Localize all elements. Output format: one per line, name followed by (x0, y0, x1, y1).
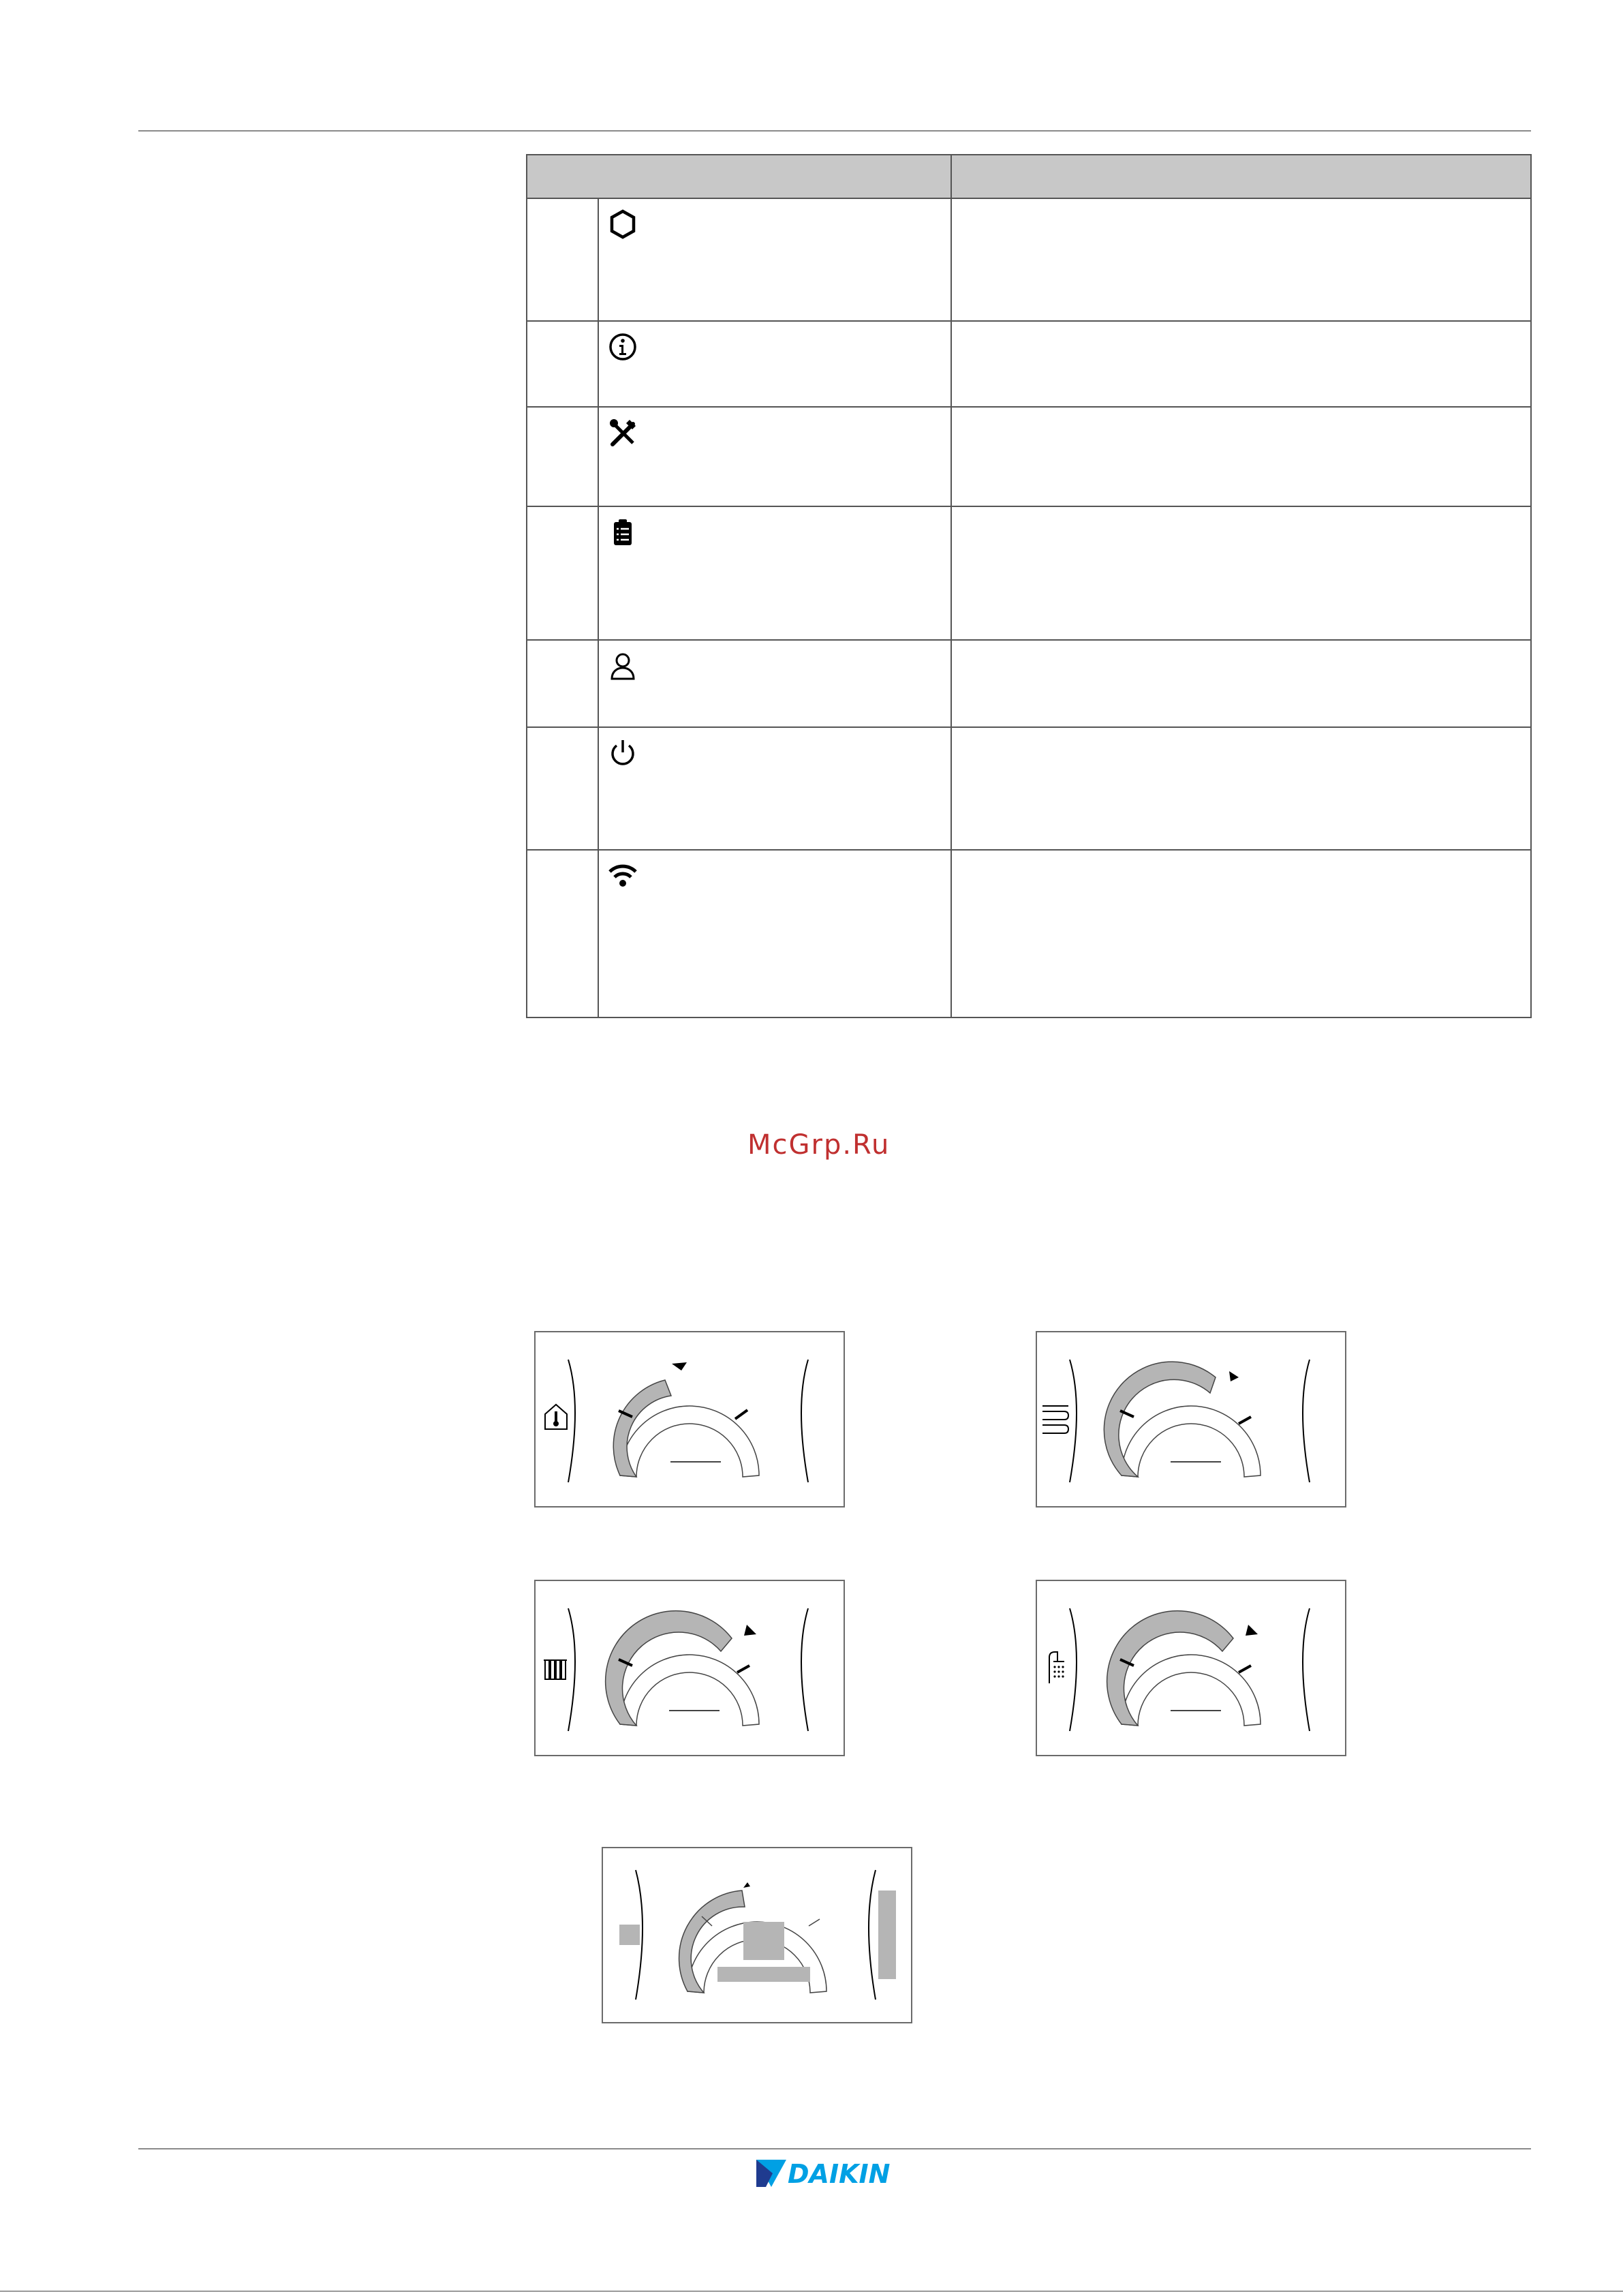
wifi-icon (607, 860, 638, 891)
radiator-icon (544, 1660, 567, 1679)
clipboard-checklist-icon (607, 517, 638, 548)
daikin-logo (755, 2157, 913, 2190)
table-header (527, 155, 1531, 198)
house-thermometer-icon (545, 1405, 567, 1429)
placeholder-icon (619, 1925, 640, 1945)
hexagon-icon (607, 209, 638, 240)
value-placeholder (743, 1922, 784, 1960)
tank-icon (1042, 1406, 1068, 1433)
row-text (951, 727, 1531, 850)
row-text (951, 407, 1531, 506)
info-icon (607, 331, 638, 363)
table-header-col-2 (951, 155, 1531, 198)
dial-panel-tank (1036, 1331, 1346, 1507)
bottom-edge-line (0, 2291, 1623, 2292)
table-row (527, 506, 1531, 640)
table-row (527, 850, 1531, 1017)
dial-panel-radiator (534, 1580, 845, 1756)
table-row (527, 198, 1531, 321)
row-text (951, 640, 1531, 727)
table-header-col-1 (527, 155, 951, 198)
dial-panel-placeholder (602, 1847, 912, 2023)
shower-icon (1049, 1652, 1064, 1683)
power-icon (607, 737, 638, 769)
row-text (951, 321, 1531, 407)
icon-table (526, 154, 1532, 1018)
row-text (951, 850, 1531, 1017)
row-text (951, 198, 1531, 321)
row-text (951, 506, 1531, 640)
dial-panel-room (534, 1331, 845, 1507)
level-placeholder (878, 1891, 896, 1979)
dial-panel-shower (1036, 1580, 1346, 1756)
tools-icon (607, 417, 638, 448)
watermark: McGrp.Ru (747, 1129, 891, 1161)
user-icon (607, 650, 638, 682)
bottom-rule (138, 2148, 1531, 2149)
label-placeholder (717, 1967, 810, 1982)
table-row (527, 640, 1531, 727)
daikin-logo-text: DAIKIN (788, 2159, 891, 2189)
table-row (527, 727, 1531, 850)
table-row (527, 321, 1531, 407)
top-rule (138, 130, 1531, 132)
table-row (527, 407, 1531, 506)
